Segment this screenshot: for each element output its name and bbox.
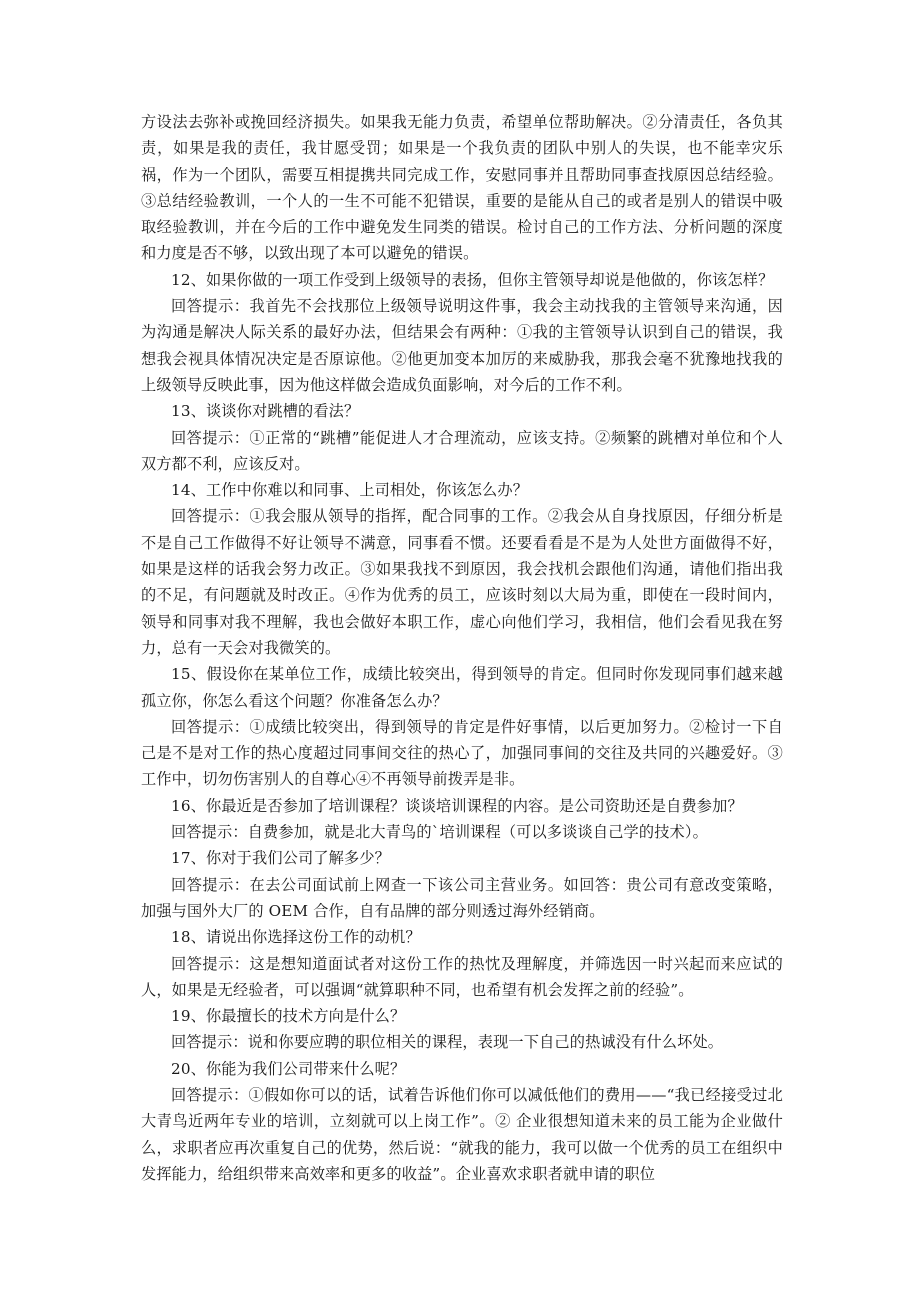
answer-15: 回答提示：①成绩比较突出，得到领导的肯定是件好事情，以后更加努力。②检讨一下自己是不是对工作的热心度超过同事间交往的热心了，加强同事间的交往及共同的兴趣爱好。③工作中，切勿伤害别人的自尊心④不再领导前拨弄是非。 xyxy=(141,717,783,789)
question-13: 13、谈谈你对跳槽的看法？ xyxy=(171,402,360,421)
answer-20: 回答提示：①假如你可以的话，试着告诉他们你可以减低他们的费用——“我已经接受过北大青鸟近两年专业的培训，立刻就可以上岗工作”。② 企业很想知道未来的员工能为企业做什么，求职者应再次重复自己的优势，然后说：“就我的能力，我可以做一个优秀的员工在组织中发挥能力，给组织带来高效率和更多的收益”。企业喜欢求职者就申请的职位 xyxy=(141,1085,783,1183)
answer-17: 回答提示：在去公司面试前上网查一下该公司主营业务。如回答：贵公司有意改变策略，加强与国外大厂的 OEM 合作，自有品牌的部分则透过海外经销商。 xyxy=(141,875,783,920)
question-12: 12、如果你做的一项工作受到上级领导的表扬，但你主管领导却说是他做的，你该怎样？ xyxy=(171,270,774,289)
document-page xyxy=(141,109,783,1187)
answer-13: 回答提示：①正常的“跳槽”能促进人才合理流动，应该支持。②频繁的跳槽对单位和个人双方都不利，应该反对。 xyxy=(141,428,783,473)
answer-16: 回答提示：自费参加，就是北大青鸟的`培训课程（可以多谈谈自己学的技术）。 xyxy=(171,823,708,842)
question-17: 17、你对于我们公司了解多少？ xyxy=(171,849,391,868)
answer-19: 回答提示：说和你要应聘的职位相关的课程，表现一下自己的热诚没有什么坏处。 xyxy=(171,1033,724,1052)
answer-continuation-paragraph: 方设法去弥补或挽回经济损失。如果我无能力负责，希望单位帮助解决。②分清责任，各负其责，如果是我的责任，我甘愿受罚；如果是一个我负责的团队中别人的失误，也不能幸灾乐祸，作为一个团队，需要互相提携共同完成工作，安慰同事并且帮助同事查找原因总结经验。③总结经验教训，一个人的一生不可能不犯错误，重要的是能从自己的或者是别人的错误中吸取经验教训，并在今后的工作中避免发生同类的错误。检讨自己的工作方法、分析问题的深度和力度是否不够，以致出现了本可以避免的错误。 xyxy=(141,113,783,263)
question-14: 14、工作中你难以和同事、上司相处，你该怎么办？ xyxy=(171,481,529,500)
question-16: 16、你最近是否参加了培训课程？谈谈培训课程的内容。是公司资助还是自费参加？ xyxy=(171,796,743,815)
answer-12: 回答提示：我首先不会找那位上级领导说明这件事，我会主动找我的主管领导来沟通，因为沟通是解决人际关系的最好办法，但结果会有两种：①我的主管领导认识到自己的错误，我想我会视具体情况决定是否原谅他。②他更加变本加厉的来威胁我，那我会毫不犹豫地找我的上级领导反映此事，因为他这样做会造成负面影响，对今后的工作不利。 xyxy=(141,297,783,394)
question-19: 19、你最擅长的技术方向是什么？ xyxy=(171,1007,406,1026)
answer-14: 回答提示：①我会服从领导的指挥，配合同事的工作。②我会从自身找原因，仔细分析是不是自己工作做得不好让领导不满意，同事看不惯。还要看看是不是为人处世方面做得不好，如果是这样的话我会努力改正。③如果我找不到原因，我会找机会跟他们沟通，请他们指出我的不足，有问题就及时改正。④作为优秀的员工，应该时刻以大局为重，即使在一段时间内，领导和同事对我不理解，我也会做好本职工作，虚心向他们学习，我相信，他们会看见我在努力，总有一天会对我微笑的。 xyxy=(141,507,783,657)
question-18: 18、请说出你选择这份工作的动机？ xyxy=(171,928,421,947)
question-15: 15、假设你在某单位工作，成绩比较突出，得到领导的肯定。但同时你发现同事们越来越孤立你，你怎么看这个问题？你准备怎么办？ xyxy=(141,665,783,710)
answer-18: 回答提示：这是想知道面试者对这份工作的热忱及理解度，并筛选因一时兴起而来应试的人，如果是无经验者，可以强调“就算职种不同，也希望有机会发挥之前的经验”。 xyxy=(141,954,783,999)
question-20: 20、你能为我们公司带来什么呢？ xyxy=(171,1059,406,1078)
